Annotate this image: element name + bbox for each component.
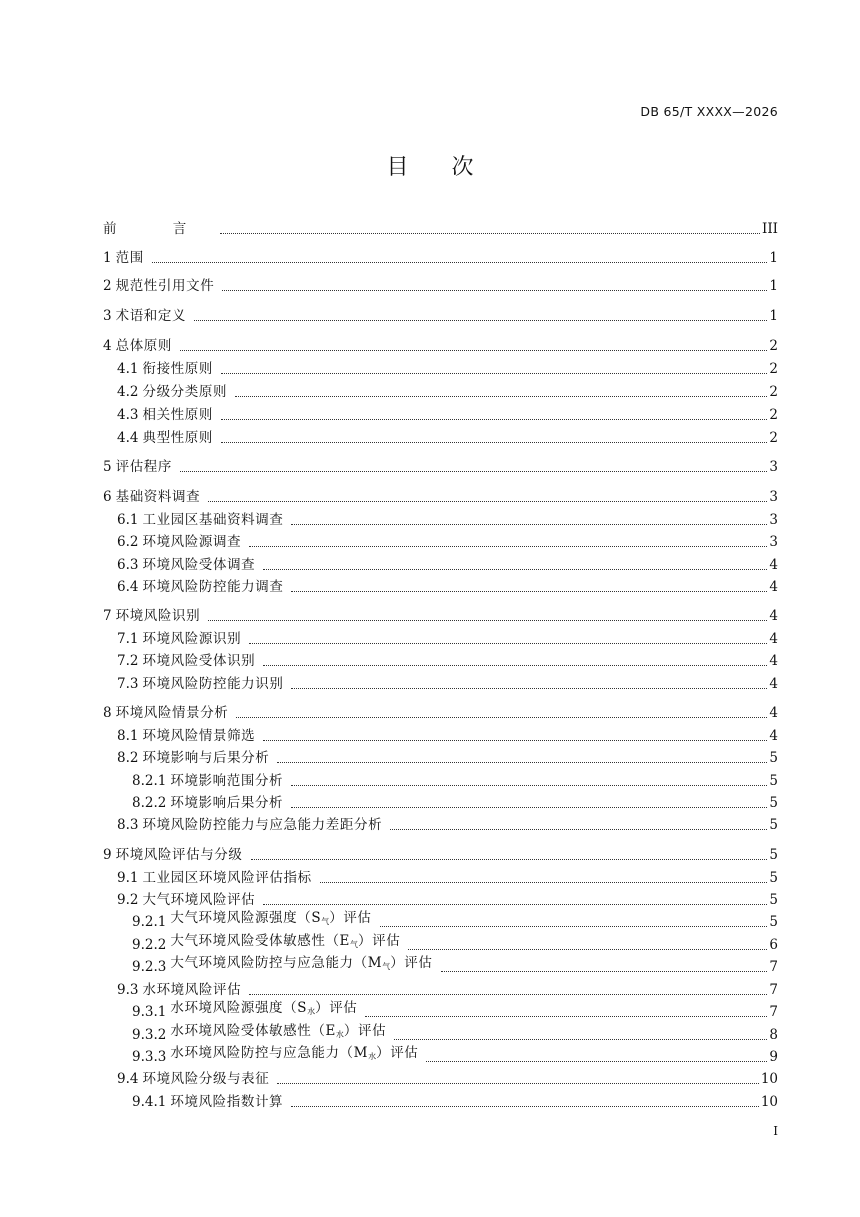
toc-entry[interactable]: [103, 405, 778, 425]
toc-entry-label: 相关性原则: [142, 407, 213, 423]
toc-entry-page: 5: [769, 773, 778, 789]
toc-dot-leader: [263, 569, 767, 570]
toc-dot-leader: [220, 233, 760, 234]
toc-entry-label: 环境风险防控能力与应急能力差距分析: [142, 817, 383, 833]
toc-entry-page: 5: [769, 892, 778, 908]
toc-entry-number: 6.1: [117, 512, 139, 528]
toc-dot-leader: [390, 829, 767, 830]
toc-dot-leader: [394, 1039, 767, 1040]
toc-entry-label: 环境风险源识别: [142, 631, 242, 647]
toc-entry-page: 4: [769, 631, 778, 647]
toc-entry-number: 7.1: [117, 631, 139, 647]
toc-entry-page: 9: [769, 1049, 778, 1065]
toc-dot-leader: [291, 807, 767, 808]
toc-entry-number: 9.3.1: [132, 1004, 167, 1020]
toc-dot-leader: [263, 740, 767, 741]
toc-entry-page: III: [762, 221, 778, 237]
toc-entry-number: 3: [103, 308, 112, 324]
toc-entry[interactable]: [103, 555, 778, 575]
toc-entry-label: 环境影响后果分析: [170, 795, 284, 811]
toc-dot-leader: [249, 994, 767, 995]
toc-entry[interactable]: [103, 651, 778, 671]
toc-dot-leader: [180, 350, 767, 351]
toc-entry-page: 4: [769, 579, 778, 595]
toc-entry-subscript: 气: [350, 940, 359, 949]
toc-entry[interactable]: [103, 703, 778, 723]
toc-entry[interactable]: [103, 359, 778, 379]
toc-entry-label: 环境风险情景筛选: [142, 728, 256, 744]
toc-entry-page: 5: [769, 847, 778, 863]
toc-entry[interactable]: [103, 890, 778, 910]
toc-entry[interactable]: [103, 1092, 778, 1112]
toc-entry-label: 环境风险受体调查: [142, 557, 256, 573]
toc-dot-leader: [236, 717, 767, 718]
toc-entry[interactable]: [103, 1069, 778, 1089]
toc-entry-label: 环境风险受体识别: [142, 653, 256, 669]
toc-entry-page: 3: [769, 489, 778, 505]
toc-entry-label: 环境风险指数计算: [170, 1094, 284, 1110]
toc-entry[interactable]: [103, 793, 778, 813]
toc-entry-page: 5: [769, 795, 778, 811]
toc-entry-page: 4: [769, 653, 778, 669]
toc-entry[interactable]: [103, 1025, 778, 1045]
toc-entry[interactable]: [103, 510, 778, 530]
toc-entry-page: 4: [769, 676, 778, 692]
toc-entry-label: 评估程序: [115, 459, 172, 475]
toc-entry-label: 水环境风险受体敏感性$(E_水)$评估: [170, 1023, 387, 1039]
toc-entry-number: 9.2: [117, 892, 139, 908]
toc-dot-leader: [291, 591, 767, 592]
toc-entry-number: 9.3: [117, 982, 139, 998]
toc-entry-number: 9.3.3: [132, 1049, 167, 1065]
toc-entry-label: 前 言: [103, 221, 213, 237]
toc-dot-leader: [251, 859, 768, 860]
toc-dot-leader: [222, 290, 767, 291]
toc-entry-label: 环境风险分级与表征: [142, 1071, 270, 1087]
toc-entry-page: 2: [769, 384, 778, 400]
toc-entry-number: 8.2.2: [132, 795, 167, 811]
toc-dot-leader: [426, 1061, 767, 1062]
toc-dot-leader: [249, 546, 767, 547]
toc-entry-number: 9: [103, 847, 112, 863]
toc-entry-page: 2: [769, 361, 778, 377]
toc-entry-label: 大气环境风险受体敏感性$(E_气)$评估: [170, 933, 401, 949]
toc-entry-page: 2: [769, 407, 778, 423]
toc-entry[interactable]: [103, 845, 778, 865]
toc-entry-page: 7: [769, 982, 778, 998]
toc-entry[interactable]: [103, 606, 778, 626]
toc-dot-leader: [249, 643, 767, 644]
toc-entry[interactable]: [103, 532, 778, 552]
toc-entry[interactable]: [103, 980, 778, 1000]
toc-dot-leader: [380, 926, 768, 927]
toc-entry-page: 8: [769, 1027, 778, 1043]
toc-entry-number: 9.3.2: [132, 1027, 167, 1043]
toc-dot-leader: [235, 396, 767, 397]
toc-entry[interactable]: [103, 1002, 778, 1022]
toc-entry-number: 8.3: [117, 817, 139, 833]
toc-entry-subscript: 气: [321, 917, 330, 926]
toc-dot-leader: [263, 904, 767, 905]
toc-dot-leader: [291, 1106, 759, 1107]
toc-entry-label: 环境风险识别: [115, 608, 201, 624]
toc-entry-number: 9.4.1: [132, 1094, 167, 1110]
toc-entry[interactable]: [103, 957, 778, 977]
toc-dot-leader: [208, 620, 767, 621]
toc-dot-leader: [320, 882, 768, 883]
toc-dot-leader: [221, 419, 767, 420]
toc-entry-label: 工业园区环境风险评估指标: [142, 870, 312, 886]
toc-dot-leader: [221, 373, 767, 374]
toc-entry-subscript: 水: [335, 1030, 344, 1039]
toc-entry[interactable]: [103, 382, 778, 402]
toc-dot-leader: [408, 949, 767, 950]
toc-entry-label: 衔接性原则: [142, 361, 213, 377]
toc-dot-leader: [221, 442, 767, 443]
toc-entry-label: 水环境风险评估: [142, 982, 242, 998]
toc-entry-subscript: 水: [307, 1007, 316, 1016]
toc-entry[interactable]: [103, 457, 778, 477]
toc-dot-leader: [263, 665, 767, 666]
toc-entry-label: 大气环境风险评估: [142, 892, 256, 908]
page-title: 目 次: [386, 155, 492, 180]
toc-entry-label: 分级分类原则: [142, 384, 228, 400]
toc-dot-leader: [208, 501, 767, 502]
toc-dot-leader: [180, 471, 767, 472]
toc-entry[interactable]: [103, 306, 778, 326]
footer-page-number: I: [773, 1124, 778, 1138]
toc-entry-number: 8.1: [117, 728, 139, 744]
toc-entry-number: 7.3: [117, 676, 139, 692]
toc-entry-number: 9.2.2: [132, 937, 167, 953]
toc-entry-number: 7.2: [117, 653, 139, 669]
toc-dot-leader: [277, 762, 767, 763]
toc-entry[interactable]: [103, 336, 778, 356]
toc-entry-number: 8: [103, 705, 112, 721]
toc-dot-leader: [291, 785, 767, 786]
toc-entry[interactable]: [103, 276, 778, 296]
toc-entry[interactable]: [103, 1047, 778, 1067]
toc-entry-page: 10: [760, 1094, 778, 1110]
toc-entry-label: 环境风险评估与分级: [115, 847, 243, 863]
toc-entry-label: 水环境风险防控与应急能力$(M_水)$评估: [170, 1045, 419, 1061]
toc-dot-leader: [277, 1083, 758, 1084]
toc-entry[interactable]: [103, 771, 778, 791]
toc-entry-label: 术语和定义: [115, 308, 187, 324]
toc-entry-label: 环境风险情景分析: [115, 705, 229, 721]
toc-entry[interactable]: [103, 726, 778, 746]
toc-entry[interactable]: [103, 219, 778, 239]
toc-entry-number: 7: [103, 608, 112, 624]
toc-entry[interactable]: [103, 748, 778, 768]
toc-entry-number: 6.2: [117, 534, 139, 550]
toc-entry-page: 1: [769, 250, 778, 266]
toc-entry-number: 6: [103, 489, 112, 505]
toc-entry-page: 5: [769, 750, 778, 766]
toc-entry-label: 水环境风险源强度$(S_水)$评估: [170, 1000, 358, 1016]
toc-entry[interactable]: [103, 912, 778, 932]
toc-entry-page: 5: [769, 870, 778, 886]
toc-entry-label: 总体原则: [115, 338, 172, 354]
toc-entry[interactable]: [103, 428, 778, 448]
toc-entry-subscript: 水: [368, 1052, 377, 1061]
toc-entry-page: 1: [769, 278, 778, 294]
toc-entry-number: 9.2.1: [132, 914, 167, 930]
toc-entry-number: 8.2: [117, 750, 139, 766]
toc-entry[interactable]: [103, 815, 778, 835]
toc-entry-page: 4: [769, 728, 778, 744]
toc-entry-number: 9.1: [117, 870, 139, 886]
toc-entry-page: 7: [769, 1004, 778, 1020]
toc-entry-page: 7: [769, 959, 778, 975]
toc-dot-leader: [152, 262, 768, 263]
toc-entry-page: 10: [760, 1071, 778, 1087]
toc-entry-subscript: 气: [382, 962, 391, 971]
toc-entry-page: 2: [769, 338, 778, 354]
toc-entry-page: 5: [769, 914, 778, 930]
toc-entry-label: 工业园区基础资料调查: [142, 512, 284, 528]
toc-dot-leader: [365, 1016, 767, 1017]
toc-entry-page: 1: [769, 308, 778, 324]
toc-entry-number: 4.1: [117, 361, 139, 377]
toc-entry-page: 4: [769, 705, 778, 721]
toc-entry-page: 6: [769, 937, 778, 953]
toc-entry[interactable]: [103, 935, 778, 955]
toc-entry-number: 6.4: [117, 579, 139, 595]
toc-entry-label: 范围: [115, 250, 144, 266]
toc-entry-page: 4: [769, 608, 778, 624]
toc-entry-label: 环境风险源调查: [142, 534, 242, 550]
toc-entry-page: 5: [769, 817, 778, 833]
toc-entry-page: 3: [769, 534, 778, 550]
toc-entry-label: 典型性原则: [142, 430, 213, 446]
toc-entry[interactable]: [103, 248, 778, 268]
toc-entry-page: 4: [769, 557, 778, 573]
toc-entry-page: 2: [769, 430, 778, 446]
toc-entry-number: 2: [103, 278, 112, 294]
toc-entry[interactable]: [103, 487, 778, 507]
toc-dot-leader: [441, 971, 768, 972]
toc-entry-number: 4.3: [117, 407, 139, 423]
toc-entry-label: 大气环境风险防控与应急能力$(M_气)$评估: [170, 955, 433, 971]
toc-entry-label: 环境影响与后果分析: [142, 750, 270, 766]
toc-entry[interactable]: [103, 674, 778, 694]
toc-dot-leader: [291, 688, 767, 689]
toc-entry-number: 1: [103, 250, 112, 266]
toc-entry-label: 环境风险防控能力识别: [142, 676, 284, 692]
toc-entry[interactable]: [103, 577, 778, 597]
toc-entry-label: 规范性引用文件: [115, 278, 215, 294]
toc-entry-label: 环境影响范围分析: [170, 773, 284, 789]
toc-entry-page: 3: [769, 512, 778, 528]
toc-entry-number: 9.4: [117, 1071, 139, 1087]
toc-entry-label: 大气环境风险源强度$(S_气)$评估: [170, 910, 372, 926]
toc-entry-number: 8.2.1: [132, 773, 167, 789]
toc-dot-leader: [291, 524, 767, 525]
toc-entry-number: 4.4: [117, 430, 139, 446]
toc-entry[interactable]: [103, 629, 778, 649]
toc-entry-number: 5: [103, 459, 112, 475]
toc-entry[interactable]: [103, 868, 778, 888]
toc-entry-number: 6.3: [117, 557, 139, 573]
toc-entry-number: 9.2.3: [132, 959, 167, 975]
toc-entry-page: 3: [769, 459, 778, 475]
standard-code: DB 65/T XXXX—2026: [640, 104, 778, 119]
toc-entry-number: 4: [103, 338, 112, 354]
toc-entry-label: 环境风险防控能力调查: [142, 579, 284, 595]
toc-dot-leader: [194, 320, 767, 321]
toc-entry-number: 4.2: [117, 384, 139, 400]
toc-entry-label: 基础资料调查: [115, 489, 201, 505]
